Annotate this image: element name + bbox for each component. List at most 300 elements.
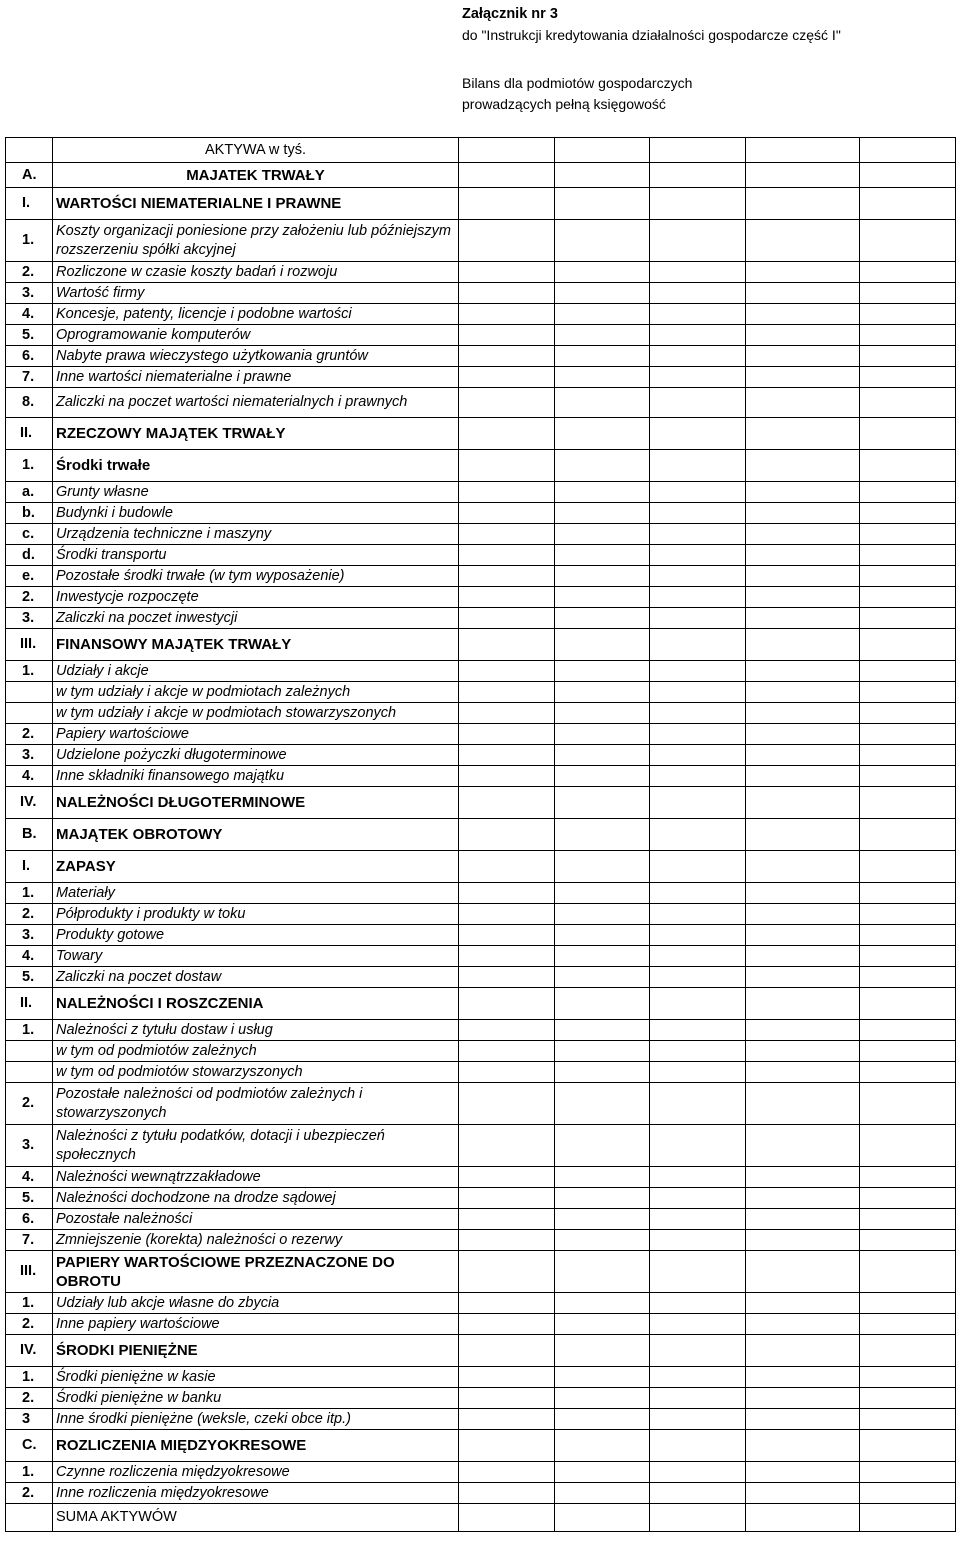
value-cell[interactable] [459, 967, 555, 988]
value-cell[interactable] [860, 545, 956, 566]
value-cell[interactable] [650, 418, 746, 450]
value-cell[interactable] [746, 1167, 860, 1188]
value-cell[interactable] [650, 851, 746, 883]
value-cell[interactable] [746, 1188, 860, 1209]
value-cell[interactable] [746, 1367, 860, 1388]
value-cell[interactable] [860, 1083, 956, 1125]
value-cell[interactable] [860, 1483, 956, 1504]
value-cell[interactable] [746, 967, 860, 988]
value-cell[interactable] [459, 1041, 555, 1062]
row-number: 6. [6, 1209, 53, 1230]
value-cell[interactable] [860, 988, 956, 1020]
table-row [6, 1314, 956, 1335]
row-label: ŚRODKI PIENIĘŻNE [53, 1335, 459, 1367]
value-cell[interactable] [860, 608, 956, 629]
value-cell[interactable] [555, 904, 650, 925]
value-cell[interactable] [650, 787, 746, 819]
value-cell[interactable] [459, 262, 555, 283]
value-cell[interactable] [555, 1083, 650, 1125]
value-cell[interactable] [650, 988, 746, 1020]
value-cell[interactable] [650, 1041, 746, 1062]
value-cell[interactable] [860, 1188, 956, 1209]
value-cell[interactable] [650, 819, 746, 851]
value-cell[interactable] [555, 587, 650, 608]
value-cell[interactable] [746, 703, 860, 724]
value-cell[interactable] [650, 946, 746, 967]
value-cell[interactable] [459, 988, 555, 1020]
value-cell[interactable] [650, 138, 746, 163]
value-cell[interactable] [555, 745, 650, 766]
value-cell[interactable] [860, 1230, 956, 1251]
value-cell[interactable] [459, 1188, 555, 1209]
value-cell[interactable] [650, 1430, 746, 1462]
value-cell[interactable] [650, 1188, 746, 1209]
value-cell[interactable] [650, 1125, 746, 1167]
value-cell[interactable] [459, 545, 555, 566]
table-row [6, 851, 956, 883]
value-cell[interactable] [459, 188, 555, 220]
value-cell[interactable] [459, 1388, 555, 1409]
value-cell[interactable] [650, 283, 746, 304]
value-cell[interactable] [860, 1367, 956, 1388]
value-cell[interactable] [860, 629, 956, 661]
value-cell[interactable] [860, 482, 956, 503]
value-cell[interactable] [860, 1251, 956, 1293]
value-cell[interactable] [746, 388, 860, 418]
value-cell[interactable] [459, 883, 555, 904]
table-row [6, 283, 956, 304]
value-cell[interactable] [746, 283, 860, 304]
value-cell[interactable] [555, 220, 650, 262]
value-cell[interactable] [459, 787, 555, 819]
value-cell[interactable] [555, 304, 650, 325]
value-cell[interactable] [746, 304, 860, 325]
value-cell[interactable] [650, 1409, 746, 1430]
value-cell[interactable] [746, 745, 860, 766]
value-cell[interactable] [746, 946, 860, 967]
value-cell[interactable] [555, 188, 650, 220]
value-cell[interactable] [555, 1367, 650, 1388]
value-cell[interactable] [555, 1483, 650, 1504]
value-cell[interactable] [860, 1335, 956, 1367]
value-cell[interactable] [650, 163, 746, 188]
value-cell[interactable] [650, 883, 746, 904]
value-cell[interactable] [555, 629, 650, 661]
value-cell[interactable] [555, 566, 650, 587]
value-cell[interactable] [650, 745, 746, 766]
value-cell[interactable] [555, 703, 650, 724]
value-cell[interactable] [860, 220, 956, 262]
value-cell[interactable] [555, 1251, 650, 1293]
value-cell[interactable] [459, 283, 555, 304]
value-cell[interactable] [860, 883, 956, 904]
value-cell[interactable] [650, 967, 746, 988]
value-cell[interactable] [555, 1293, 650, 1314]
value-cell[interactable] [459, 1314, 555, 1335]
value-cell[interactable] [555, 283, 650, 304]
value-cell[interactable] [860, 1314, 956, 1335]
value-cell[interactable] [746, 925, 860, 946]
value-cell[interactable] [555, 1430, 650, 1462]
value-cell[interactable] [860, 819, 956, 851]
value-cell[interactable] [746, 346, 860, 367]
value-cell[interactable] [459, 1125, 555, 1167]
value-cell[interactable] [459, 1504, 555, 1532]
value-cell[interactable] [746, 608, 860, 629]
value-cell[interactable] [650, 1504, 746, 1532]
value-cell[interactable] [860, 346, 956, 367]
value-cell[interactable] [555, 262, 650, 283]
value-cell[interactable] [555, 787, 650, 819]
value-cell[interactable] [459, 418, 555, 450]
value-cell[interactable] [746, 787, 860, 819]
value-cell[interactable] [746, 1230, 860, 1251]
value-cell[interactable] [459, 1251, 555, 1293]
value-cell[interactable] [860, 787, 956, 819]
row-number [6, 682, 53, 703]
value-cell[interactable] [860, 661, 956, 682]
row-number: 1. [6, 1462, 53, 1483]
value-cell[interactable] [746, 545, 860, 566]
value-cell[interactable] [650, 1462, 746, 1483]
value-cell[interactable] [459, 946, 555, 967]
value-cell[interactable] [650, 262, 746, 283]
table-row [6, 1504, 956, 1532]
value-cell[interactable] [650, 304, 746, 325]
value-cell[interactable] [746, 724, 860, 745]
value-cell[interactable] [746, 325, 860, 346]
value-cell[interactable] [746, 661, 860, 682]
value-cell[interactable] [459, 819, 555, 851]
value-cell[interactable] [860, 283, 956, 304]
value-cell[interactable] [555, 1230, 650, 1251]
value-cell[interactable] [459, 346, 555, 367]
value-cell[interactable] [650, 1314, 746, 1335]
value-cell[interactable] [860, 967, 956, 988]
value-cell[interactable] [746, 524, 860, 545]
value-cell[interactable] [555, 925, 650, 946]
value-cell[interactable] [650, 1062, 746, 1083]
value-cell[interactable] [459, 388, 555, 418]
value-cell[interactable] [650, 1083, 746, 1125]
value-cell[interactable] [650, 1483, 746, 1504]
value-cell[interactable] [555, 851, 650, 883]
value-cell[interactable] [860, 262, 956, 283]
value-cell[interactable] [555, 1041, 650, 1062]
value-cell[interactable] [746, 1335, 860, 1367]
value-cell[interactable] [555, 418, 650, 450]
value-cell[interactable] [860, 138, 956, 163]
value-cell[interactable] [860, 587, 956, 608]
value-cell[interactable] [555, 946, 650, 967]
value-cell[interactable] [459, 220, 555, 262]
value-cell[interactable] [459, 1293, 555, 1314]
value-cell[interactable] [746, 1483, 860, 1504]
value-cell[interactable] [650, 482, 746, 503]
value-cell[interactable] [650, 503, 746, 524]
value-cell[interactable] [860, 1062, 956, 1083]
value-cell[interactable] [860, 418, 956, 450]
value-cell[interactable] [746, 220, 860, 262]
value-cell[interactable] [555, 1314, 650, 1335]
value-cell[interactable] [459, 304, 555, 325]
value-cell[interactable] [459, 1062, 555, 1083]
value-cell[interactable] [650, 388, 746, 418]
value-cell[interactable] [555, 724, 650, 745]
value-cell[interactable] [860, 1167, 956, 1188]
value-cell[interactable] [860, 450, 956, 482]
row-label: Urządzenia techniczne i maszyny [53, 524, 459, 545]
value-cell[interactable] [459, 724, 555, 745]
value-cell[interactable] [746, 1041, 860, 1062]
value-cell[interactable] [555, 1062, 650, 1083]
value-cell[interactable] [860, 163, 956, 188]
row-label: RZECZOWY MAJĄTEK TRWAŁY [53, 418, 459, 450]
value-cell[interactable] [459, 904, 555, 925]
value-cell[interactable] [746, 1388, 860, 1409]
value-cell[interactable] [860, 1462, 956, 1483]
value-cell[interactable] [650, 220, 746, 262]
value-cell[interactable] [459, 325, 555, 346]
value-cell[interactable] [459, 925, 555, 946]
value-cell[interactable] [746, 566, 860, 587]
value-cell[interactable] [555, 967, 650, 988]
value-cell[interactable] [555, 545, 650, 566]
value-cell[interactable] [555, 1167, 650, 1188]
value-cell[interactable] [555, 482, 650, 503]
value-cell[interactable] [860, 1430, 956, 1462]
value-cell[interactable] [860, 1041, 956, 1062]
value-cell[interactable] [860, 1409, 956, 1430]
value-cell[interactable] [860, 946, 956, 967]
row-number: IV. [6, 1335, 53, 1367]
value-cell[interactable] [746, 682, 860, 703]
value-cell[interactable] [555, 988, 650, 1020]
value-cell[interactable] [650, 1335, 746, 1367]
value-cell[interactable] [650, 661, 746, 682]
value-cell[interactable] [555, 1462, 650, 1483]
value-cell[interactable] [860, 703, 956, 724]
value-cell[interactable] [860, 682, 956, 703]
value-cell[interactable] [459, 682, 555, 703]
value-cell[interactable] [860, 1125, 956, 1167]
value-cell[interactable] [746, 418, 860, 450]
value-cell[interactable] [459, 163, 555, 188]
value-cell[interactable] [860, 524, 956, 545]
row-number: 4. [6, 946, 53, 967]
value-cell[interactable] [746, 1251, 860, 1293]
value-cell[interactable] [650, 1251, 746, 1293]
balance-sheet-body [6, 138, 956, 1532]
value-cell[interactable] [746, 1462, 860, 1483]
value-cell[interactable] [650, 346, 746, 367]
value-cell[interactable] [650, 703, 746, 724]
value-cell[interactable] [860, 304, 956, 325]
value-cell[interactable] [650, 724, 746, 745]
value-cell[interactable] [555, 1335, 650, 1367]
value-cell[interactable] [650, 545, 746, 566]
value-cell[interactable] [746, 629, 860, 661]
value-cell[interactable] [555, 1504, 650, 1532]
value-cell[interactable] [555, 1188, 650, 1209]
value-cell[interactable] [746, 188, 860, 220]
table-row [6, 1020, 956, 1041]
value-cell[interactable] [555, 819, 650, 851]
value-cell[interactable] [650, 587, 746, 608]
value-cell[interactable] [746, 1020, 860, 1041]
value-cell[interactable] [555, 1388, 650, 1409]
value-cell[interactable] [746, 138, 860, 163]
value-cell[interactable] [555, 883, 650, 904]
value-cell[interactable] [746, 1504, 860, 1532]
value-cell[interactable] [459, 851, 555, 883]
value-cell[interactable] [746, 1062, 860, 1083]
value-cell[interactable] [459, 482, 555, 503]
value-cell[interactable] [459, 1483, 555, 1504]
value-cell[interactable] [746, 163, 860, 188]
value-cell[interactable] [459, 608, 555, 629]
value-cell[interactable] [746, 1430, 860, 1462]
value-cell[interactable] [860, 367, 956, 388]
value-cell[interactable] [860, 1388, 956, 1409]
value-cell[interactable] [860, 503, 956, 524]
value-cell[interactable] [459, 1462, 555, 1483]
value-cell[interactable] [860, 566, 956, 587]
value-cell[interactable] [860, 188, 956, 220]
value-cell[interactable] [746, 482, 860, 503]
value-cell[interactable] [555, 1209, 650, 1230]
value-cell[interactable] [555, 608, 650, 629]
value-cell[interactable] [746, 1083, 860, 1125]
value-cell[interactable] [459, 1083, 555, 1125]
value-cell[interactable] [746, 904, 860, 925]
value-cell[interactable] [459, 745, 555, 766]
value-cell[interactable] [459, 1020, 555, 1041]
value-cell[interactable] [459, 587, 555, 608]
value-cell[interactable] [860, 388, 956, 418]
row-label: Zaliczki na poczet dostaw [53, 967, 459, 988]
value-cell[interactable] [459, 1209, 555, 1230]
value-cell[interactable] [555, 367, 650, 388]
table-row [6, 1367, 956, 1388]
value-cell[interactable] [650, 1293, 746, 1314]
value-cell[interactable] [860, 1293, 956, 1314]
value-cell[interactable] [650, 1020, 746, 1041]
value-cell[interactable] [860, 325, 956, 346]
value-cell[interactable] [860, 745, 956, 766]
value-cell[interactable] [555, 503, 650, 524]
value-cell[interactable] [459, 503, 555, 524]
table-row [6, 1430, 956, 1462]
value-cell[interactable] [459, 1430, 555, 1462]
value-cell[interactable] [650, 450, 746, 482]
value-cell[interactable] [746, 1293, 860, 1314]
value-cell[interactable] [650, 904, 746, 925]
value-cell[interactable] [650, 1167, 746, 1188]
value-cell[interactable] [746, 988, 860, 1020]
value-cell[interactable] [746, 1314, 860, 1335]
value-cell[interactable] [860, 904, 956, 925]
value-cell[interactable] [746, 262, 860, 283]
value-cell[interactable] [650, 367, 746, 388]
row-number: b. [6, 503, 53, 524]
value-cell[interactable] [746, 503, 860, 524]
value-cell[interactable] [650, 925, 746, 946]
value-cell[interactable] [555, 163, 650, 188]
value-cell[interactable] [650, 566, 746, 587]
value-cell[interactable] [746, 1409, 860, 1430]
value-cell[interactable] [650, 188, 746, 220]
value-cell[interactable] [459, 1335, 555, 1367]
value-cell[interactable] [459, 450, 555, 482]
value-cell[interactable] [746, 367, 860, 388]
value-cell[interactable] [459, 138, 555, 163]
value-cell[interactable] [459, 629, 555, 661]
value-cell[interactable] [555, 346, 650, 367]
value-cell[interactable] [746, 1209, 860, 1230]
value-cell[interactable] [650, 325, 746, 346]
value-cell[interactable] [459, 766, 555, 787]
value-cell[interactable] [746, 851, 860, 883]
value-cell[interactable] [459, 566, 555, 587]
row-number: 6. [6, 346, 53, 367]
value-cell[interactable] [650, 1209, 746, 1230]
value-cell[interactable] [650, 629, 746, 661]
value-cell[interactable] [555, 138, 650, 163]
value-cell[interactable] [746, 1125, 860, 1167]
value-cell[interactable] [860, 1209, 956, 1230]
value-cell[interactable] [650, 1367, 746, 1388]
value-cell[interactable] [746, 450, 860, 482]
value-cell[interactable] [459, 1230, 555, 1251]
value-cell[interactable] [860, 1020, 956, 1041]
value-cell[interactable] [650, 766, 746, 787]
value-cell[interactable] [555, 1020, 650, 1041]
value-cell[interactable] [555, 388, 650, 418]
value-cell[interactable] [459, 367, 555, 388]
value-cell[interactable] [860, 1504, 956, 1532]
value-cell[interactable] [860, 766, 956, 787]
value-cell[interactable] [746, 587, 860, 608]
value-cell[interactable] [459, 524, 555, 545]
value-cell[interactable] [459, 1167, 555, 1188]
value-cell[interactable] [459, 703, 555, 724]
value-cell[interactable] [746, 883, 860, 904]
value-cell[interactable] [555, 1409, 650, 1430]
value-cell[interactable] [555, 766, 650, 787]
value-cell[interactable] [555, 524, 650, 545]
value-cell[interactable] [650, 1388, 746, 1409]
value-cell[interactable] [746, 819, 860, 851]
value-cell[interactable] [555, 450, 650, 482]
value-cell[interactable] [555, 325, 650, 346]
value-cell[interactable] [459, 1409, 555, 1430]
value-cell[interactable] [459, 661, 555, 682]
value-cell[interactable] [650, 524, 746, 545]
value-cell[interactable] [860, 851, 956, 883]
value-cell[interactable] [650, 1230, 746, 1251]
value-cell[interactable] [650, 682, 746, 703]
value-cell[interactable] [555, 682, 650, 703]
value-cell[interactable] [860, 724, 956, 745]
value-cell[interactable] [746, 766, 860, 787]
value-cell[interactable] [555, 661, 650, 682]
value-cell[interactable] [650, 608, 746, 629]
value-cell[interactable] [860, 925, 956, 946]
value-cell[interactable] [459, 1367, 555, 1388]
row-number: 3. [6, 608, 53, 629]
value-cell[interactable] [555, 1125, 650, 1167]
